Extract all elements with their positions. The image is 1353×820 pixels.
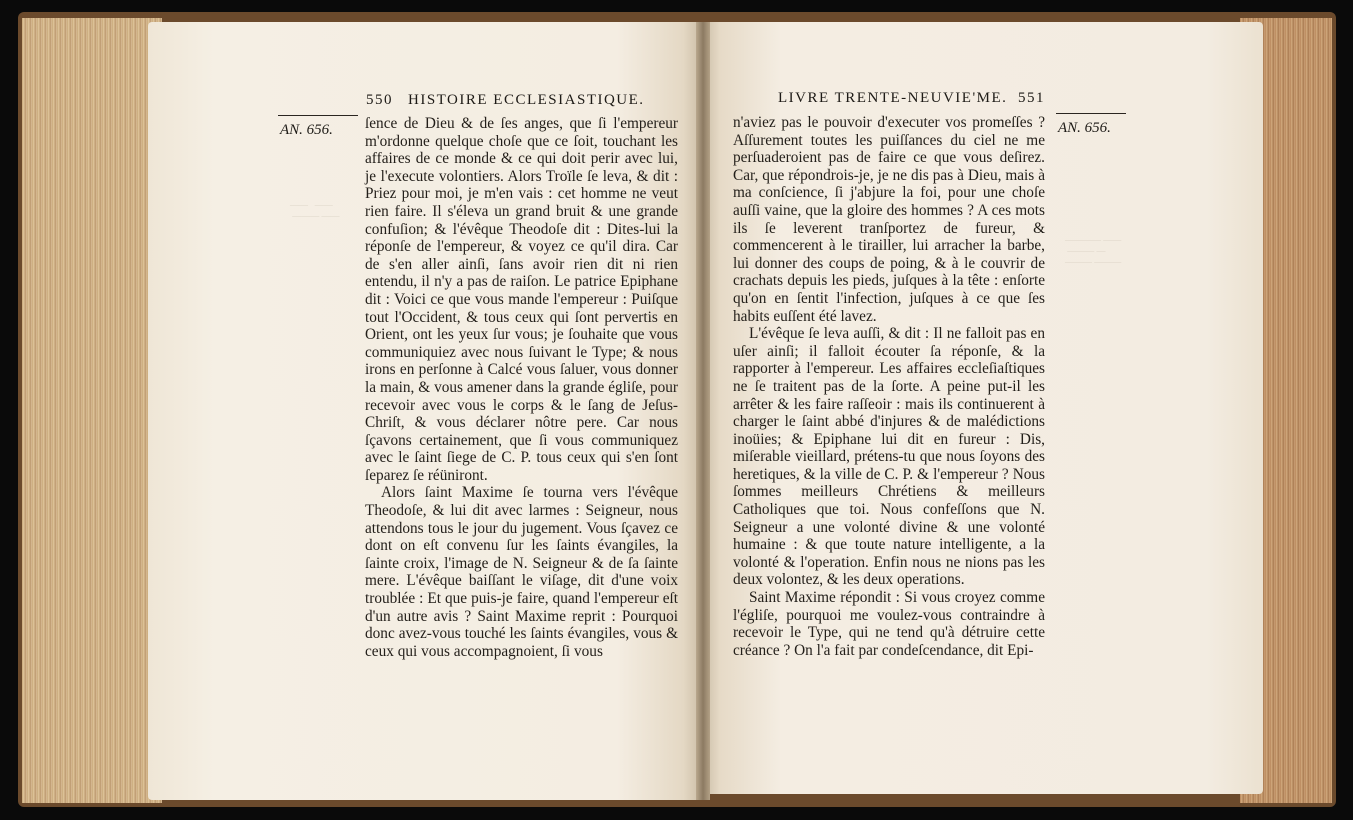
book-gutter bbox=[696, 22, 710, 800]
show-through-left: —— —— ——— —— bbox=[290, 200, 340, 221]
left-page-edges bbox=[22, 18, 162, 803]
left-running-title: HISTOIRE ECCLESIASTIQUE. bbox=[408, 92, 645, 108]
show-through-right: ———— —— ——— — ——— ——— bbox=[1065, 235, 1122, 267]
left-paragraph-2: Alors ſaint Maxime ſe tourna vers l'évêque Theodoſe, & lui dit avec larmes : Seigneur, nous attendons tous le jour du jugement. Vous ſçavez ce dont on eſt convenu ſur les ſaints évangiles, la ſainte croix, l'image de N. Seigneur & de ſa ſainte mere. L'évêque baiſſant le viſage, dit d'une voix troublée : Et que puis-je faire, quand l'empereur eſt d'un autre avis ? Saint Maxime reprit : Pourquoi donc avez-vous touché les ſaints évangiles, vous & ceux qui vous accompagnoient, ſi vous bbox=[365, 484, 678, 660]
left-paragraph-1: ſence de Dieu & de ſes anges, que ſi l'empereur m'ordonne quelque choſe que ce ſoit, touchant les affaires de ce monde & ce qui doit perir avec lui, je l'execute volontiers. Alors Troïle ſe leva, & dit : Priez pour moi, je m'en vais : cet homme ne veut rien faire. Il s'éleva un grand bruit & une grande confuſion; & l'évêque Theodoſe dit : Dites-lui la réponſe de l'empereur, & voyez ce qu'il dira. Car de s'en aller ainſi, ſans avoir rien dit ni rien entendu, il n'y a pas de raiſon. Le patrice Epiphane dit : Voici ce que vous mande l'empereur : Puiſque tout l'Occident, & tous ceux qui ſont pervertis en Orient, ont les yeux ſur vous; je ſouhaite que vous communiquiez avec nous ſuivant le Type; & nous irons en perſonne à Calcé vous ſaluer, vous donner la main, & vous amener dans la grande égliſe, pour recevoir avec vous le corps & le ſang de Jeſus-Chriſt, & vous déclarer nôtre pere. Car nous ſçavons certainement, que ſi vous communiquez avec le ſaint ſiege de C. P. tous ceux qui s'en ſont ſeparez ſe réüniront. bbox=[365, 115, 678, 484]
right-running-title: LIVRE TRENTE-NEUVIE'ME. bbox=[778, 90, 1008, 106]
left-margin-year: AN. 656. bbox=[280, 122, 333, 138]
left-margin-rule bbox=[278, 115, 358, 116]
right-margin-rule bbox=[1056, 113, 1126, 114]
right-page-body bbox=[733, 114, 1045, 659]
right-margin-year: AN. 656. bbox=[1058, 120, 1111, 136]
right-page-number: 551 bbox=[1018, 90, 1045, 106]
right-paragraph-3: Saint Maxime répondit : Si vous croyez comme l'égliſe, pourquoi me voulez-vous contraindre à recevoir le Type, qui ne tend qu'à détruire cette créance ? On l'a fait par condeſcendance, dit Epi- bbox=[733, 589, 1045, 659]
right-paragraph-1: n'aviez pas le pouvoir d'executer vos promeſſes ? Aſſurement toutes les puiſſances du ciel ne me perſuaderoient pas de faire ce que vous deſirez. Car, que répondrois-je, je ne dis pas à Dieu, mais à ma conſcience, ſi j'abjure la foi, pour une choſe auſſi vaine, que la gloire des hommes ? A ces mots ils ſe leverent tranſportez de fureur, & commencerent à le tirailler, lui arracher la barbe, lui donner des coups de poing, & à le couvrir de crachats depuis les pieds, juſques à la tête : enſorte qu'on en ſentit l'infection, juſques à ce que ſes habits euſſent été lavez. bbox=[733, 114, 1045, 325]
right-paragraph-2: L'évêque ſe leva auſſi, & dit : Il ne falloit pas en uſer ainſi; il falloit écouter ſa réponſe, & la rapporter à l'empereur. Les affaires eccleſiaſtiques ne ſe traitent pas de la ſorte. A peine put-il les arrêter & les faire raſſeoir : mais ils continuerent à charger le ſaint abbé d'injures & de malédictions inoüies; & Epiphane lui dit en fureur : Dis, miſerable vieillard, prétens-tu que nous ſoyons des heretiques, & la ville de C. P. & l'empereur ? Nous ſommes meilleurs Chrétiens & meilleurs Catholiques que toi. Nous confeſſons que N. Seigneur a une volonté divine & une volonté humaine : & que toute nature intelligente, a la volonté & l'operation. Enfin nous ne nions pas les deux volontez, & les deux operations. bbox=[733, 325, 1045, 589]
left-page-number: 550 bbox=[366, 92, 393, 108]
left-page-body bbox=[365, 115, 678, 660]
